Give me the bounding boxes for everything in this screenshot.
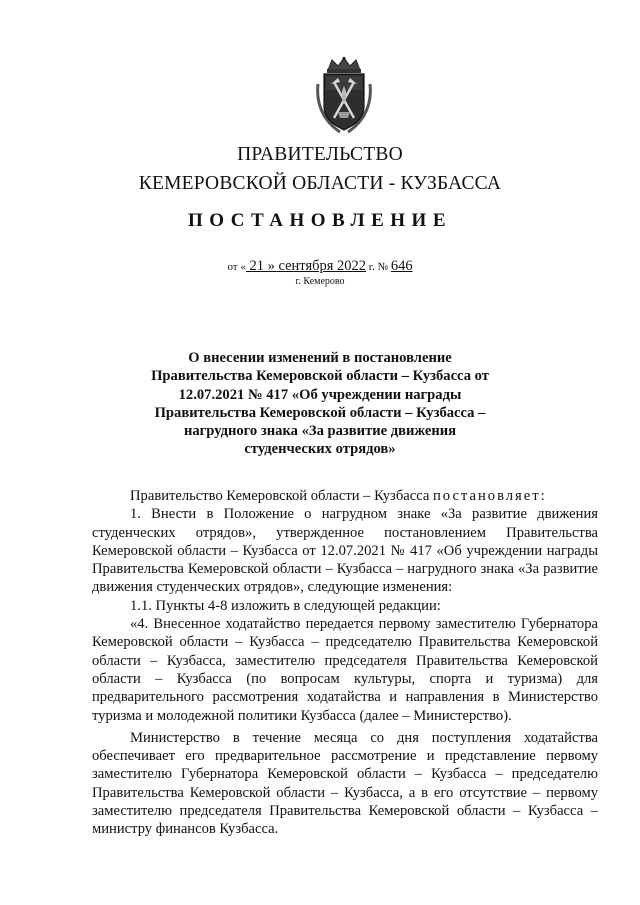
paragraph-4: «4. Внесенное ходатайство передается первому заместителю Губернатора Кемеровской области – Кузбасса – председателю Правительства Кемеровской области – Кузбасса, заместителю председателя Правительства Кемеровской области – Кузбасса (по вопросам культуры, спорта и туризма) для предварительного рассмотрения ходатайства и направления в Министерство туризма и молодежной политики Кузбасса (далее – Министерство). bbox=[92, 616, 598, 724]
kuzbass-coat-of-arms-icon bbox=[312, 56, 376, 136]
paragraph-1-1: 1.1. Пункты 4-8 изложить в следующей редакции: bbox=[130, 597, 441, 614]
document-number: 646 bbox=[390, 258, 413, 274]
intro-spaced-word: постановляет: bbox=[432, 488, 547, 504]
document-title: О внесении изменений в постановление Правительства Кемеровской области – Кузбасса от 12.07.2021 № 417 «Об учреждении награды Правительства Кемеровской области – Кузбасса – нагрудного знака «За развитие движения студенческих отрядов» bbox=[151, 350, 489, 458]
org-name-line2: КЕМЕРОВСКОЙ ОБЛАСТИ - КУЗБАССА bbox=[138, 173, 502, 194]
date-month-year: сентября 2022 bbox=[278, 258, 367, 274]
document-body bbox=[92, 487, 598, 839]
date-suffix: г. № bbox=[366, 261, 391, 273]
document-type: ПОСТАНОВЛЕНИЕ bbox=[187, 210, 453, 231]
date-prefix: от « bbox=[227, 261, 246, 273]
date-number-line bbox=[0, 258, 640, 275]
date-mid: » bbox=[267, 258, 279, 274]
paragraph-1: 1. Внести в Положение о нагрудном знаке «За развитие движения студенческих отрядов», утвержденное постановлением Правительства Кемеровской области – Кузбасса от 12.07.2021 № 417 «Об учреждении награды Правительства Кемеровской области – Кузбасса – нагрудного знака «За развитие движения студенческих отрядов», следующие изменения: bbox=[92, 506, 598, 596]
intro-paragraph bbox=[92, 487, 598, 505]
city: г. Кемерово bbox=[295, 276, 345, 287]
org-name-line1: ПРАВИТЕЛЬСТВО bbox=[237, 144, 403, 165]
date-day: 21 bbox=[245, 258, 268, 274]
intro-text: Правительство Кемеровской области – Кузбасса bbox=[130, 488, 433, 504]
paragraph-ministry: Министерство в течение месяца со дня поступления ходатайства обеспечивает его предварительное рассмотрение и представление первому заместителю Губернатора Кемеровской области – Кузбасса – председателю Правительства Кемеровской области – Кузбасса, а в его отсутствие – первому заместителю председателя Правительства Кемеровской области – Кузбасса – министру финансов Кузбасса. bbox=[92, 729, 598, 838]
